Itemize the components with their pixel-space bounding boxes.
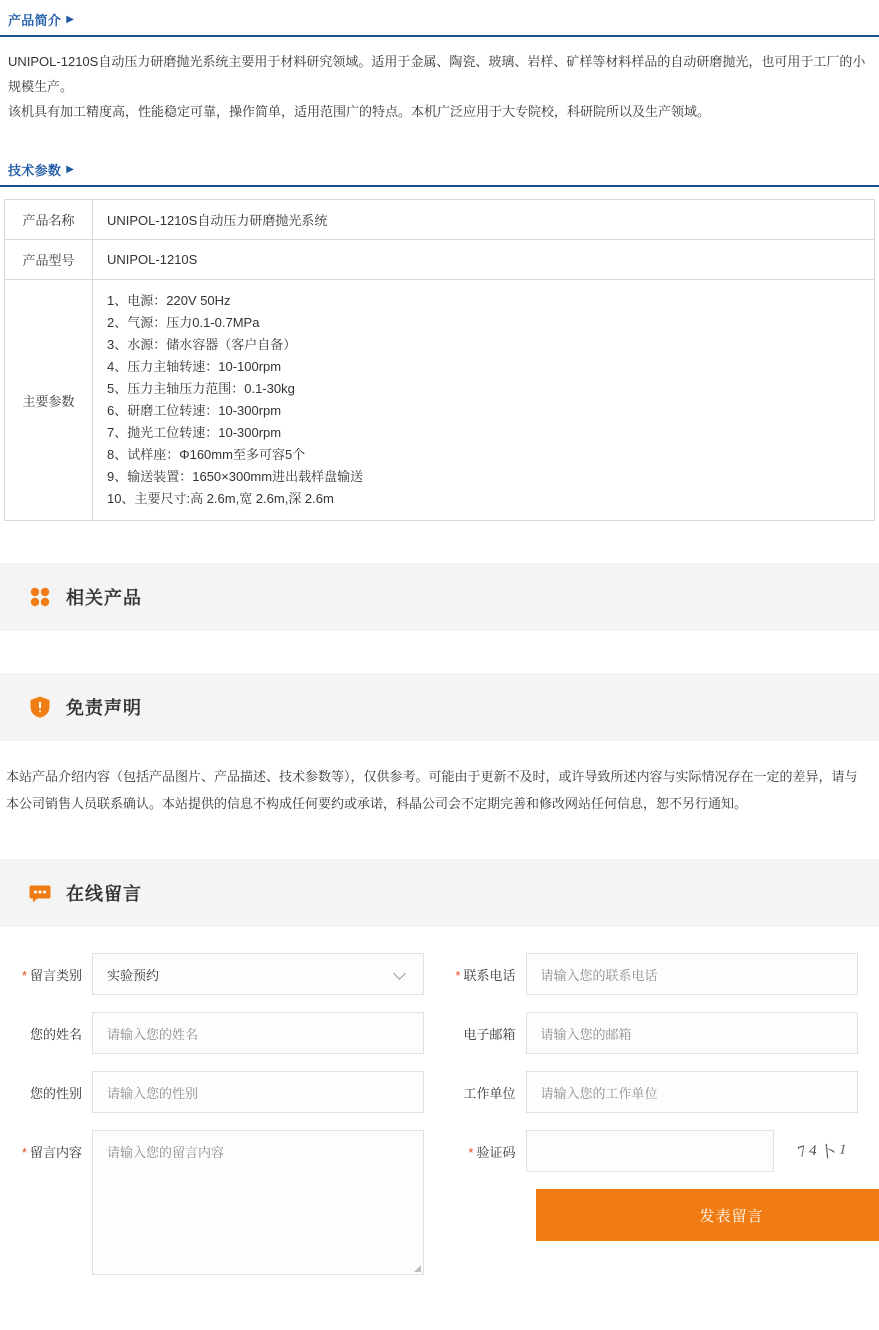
label-content-text: 留言内容 [30,1145,82,1160]
disclaimer-paragraph-2: 本公司销售人员联系确认。本站提供的信息不构成任何要约或承诺，科晶公司会不定期完善和修改网站任何信息，恕不另行通知。 [6,790,873,817]
spec-table [4,199,875,521]
list-item: 8、试样座：Φ160mm至多可容5个 [107,444,862,466]
list-item: 1、电源：220V 50Hz [107,290,862,312]
form-row-content [6,1130,440,1275]
label-gender: 您的性别 [6,1071,92,1102]
spec-value: UNIPOL-1210S [93,240,875,280]
section-title-disclaimer: 免责声明 [66,694,142,720]
spec-label: 产品名称 [5,200,93,240]
captcha-image[interactable] [788,1135,860,1167]
category-select-value: 实验预约 [107,965,159,984]
list-item: 6、研磨工位转速：10-300rpm [107,400,862,422]
submit-message-button[interactable]: 发表留言 [536,1189,879,1241]
triangle-right-icon: ▶ [66,15,74,25]
intro-text [0,37,879,128]
label-phone-text: 联系电话 [463,968,515,983]
section-title-specs: 技术参数 [8,160,61,179]
shield-icon [28,695,52,719]
disclaimer-text [0,741,879,817]
form-row-category [6,953,440,995]
name-input[interactable]: 请输入您的姓名 [92,1012,424,1054]
four-squares-icon [28,585,52,609]
required-marker: * [22,968,27,983]
required-marker: * [455,968,460,983]
company-input[interactable]: 请输入您的工作单位 [526,1071,858,1113]
email-input[interactable]: 请输入您的邮箱 [526,1012,858,1054]
spec-value-main-params [93,280,875,521]
label-captcha-text: 验证码 [476,1145,515,1160]
spec-label: 产品型号 [5,240,93,280]
section-band-message [0,859,879,927]
form-column-left [6,953,440,1292]
form-row-name [6,1012,440,1054]
spec-label-main-params: 主要参数 [5,280,93,521]
section-title-intro: 产品简介 [8,10,61,29]
content-textarea[interactable]: 请输入您的留言内容 [92,1130,424,1275]
table-row [5,240,875,280]
list-item: 5、压力主轴压力范围：0.1-30kg [107,378,862,400]
captcha-char: 7 [796,1142,812,1162]
label-name: 您的姓名 [6,1012,92,1043]
section-band-disclaimer [0,673,879,741]
label-content [6,1130,92,1161]
form-row-phone [440,953,874,995]
intro-paragraph-2: 该机具有加工精度高，性能稳定可靠，操作简单，适用范围广的特点。本机广泛应用于大专院校，科研院所以及生产领域。 [8,99,871,124]
label-category [6,953,92,984]
label-category-text: 留言类别 [30,968,82,983]
captcha-input[interactable] [526,1130,774,1172]
list-item: 9、输送装置：1650×300mm进出载样盘输送 [107,466,862,488]
category-select[interactable] [92,953,424,995]
captcha-char: 1 [837,1142,850,1160]
message-form [0,953,879,1292]
section-header-intro [0,0,879,37]
label-phone [440,953,526,984]
section-title-related-products: 相关产品 [66,584,142,610]
label-captcha [440,1130,526,1161]
triangle-right-icon: ▶ [66,165,74,175]
required-marker: * [22,1145,27,1160]
form-row-gender [6,1071,440,1113]
section-band-related-products [0,563,879,631]
section-title-message: 在线留言 [66,880,142,906]
table-row [5,200,875,240]
intro-paragraph-1: UNIPOL-1210S自动压力研磨抛光系统主要用于材料研究领域。适用于金属、陶瓷、玻璃、岩样、矿样等材料样品的自动研磨抛光，也可用于工厂的小规模生产。 [8,49,871,99]
list-item: 4、压力主轴转速：10-100rpm [107,356,862,378]
section-header-specs [0,150,879,187]
form-row-email [440,1012,874,1054]
spec-table-wrapper [0,187,879,521]
list-item: 7、抛光工位转速：10-300rpm [107,422,862,444]
label-email: 电子邮箱 [440,1012,526,1043]
table-row [5,280,875,521]
chat-bubble-icon [28,881,52,905]
list-item: 10、主要尺寸:高 2.6m,宽 2.6m,深 2.6m [107,488,862,510]
captcha-char: 卜 [818,1138,839,1163]
label-company: 工作单位 [440,1071,526,1102]
form-row-captcha [440,1130,874,1172]
spec-value: UNIPOL-1210S自动压力研磨抛光系统 [93,200,875,240]
chevron-down-icon [395,968,407,980]
param-list [107,290,862,510]
form-row-company [440,1071,874,1113]
list-item: 2、气源：压力0.1-0.7MPa [107,312,862,334]
captcha-char: 4 [808,1142,820,1160]
form-column-right [440,953,874,1292]
submit-row [440,1189,874,1241]
list-item: 3、水源：储水容器（客户自备） [107,334,862,356]
phone-input[interactable]: 请输入您的联系电话 [526,953,858,995]
required-marker: * [468,1145,473,1160]
disclaimer-paragraph-1: 本站产品介绍内容（包括产品图片、产品描述、技术参数等），仅供参考。可能由于更新不及时，或许导致所述内容与实际情况存在一定的差异，请与 [6,763,873,790]
gender-input[interactable]: 请输入您的性别 [92,1071,424,1113]
